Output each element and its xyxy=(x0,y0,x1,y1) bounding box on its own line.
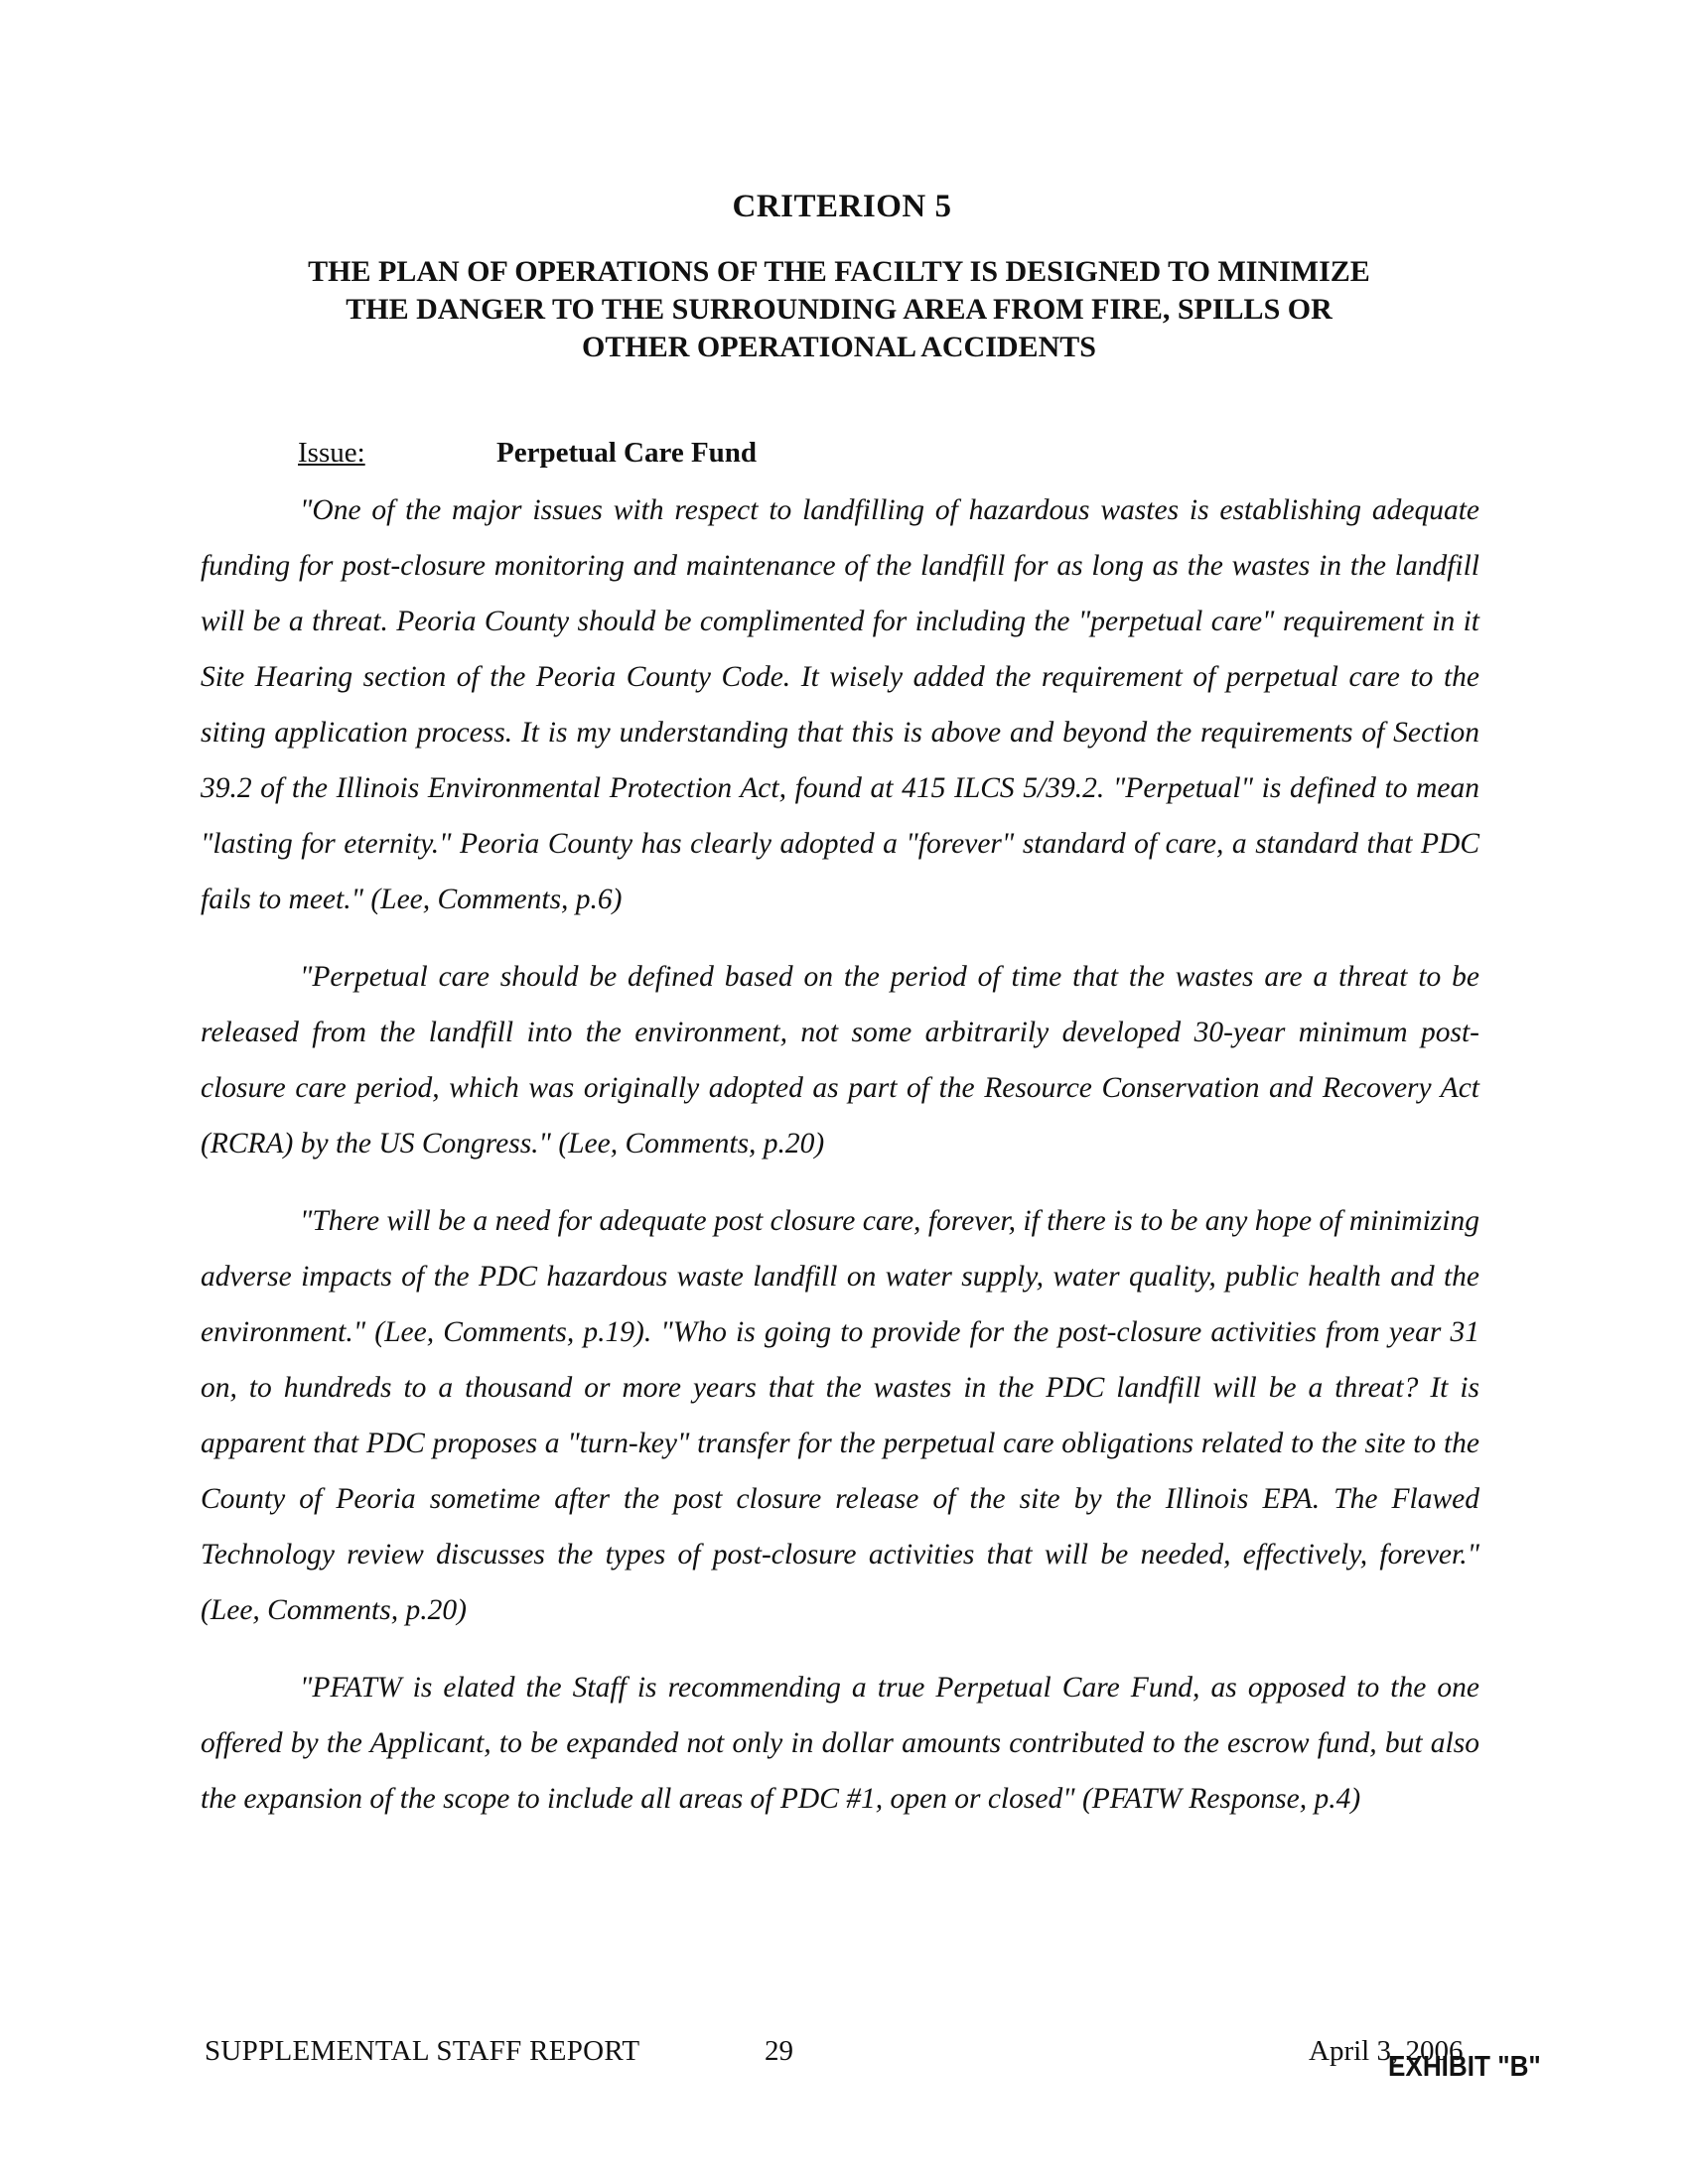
criterion-heading: CRITERION 5 xyxy=(732,189,952,224)
exhibit-stamp: EXHIBIT "B" xyxy=(1388,2051,1541,2083)
criterion-subtitle xyxy=(228,253,1450,366)
quotes-body xyxy=(201,482,1479,1848)
subtitle-line: THE DANGER TO THE SURROUNDING AREA FROM FIRE, SPILLS OR xyxy=(346,293,1333,326)
quote-paragraph: "One of the major issues with respect to landfilling of hazardous wastes is establishing adequate funding for post-closure monitoring and maintenance of the landfill for as long as the wastes in the landfill will be a threat. Peoria County should be complimented for including the "perpetual care" requirement in it Site Hearing section of the Peoria County Code. It wisely added the requirement of perpetual care to the siting application process. It is my understanding that this is above and beyond the requirements of Section 39.2 of the Illinois Environmental Protection Act, found at 415 ILCS 5/39.2. "Perpetual" is defined to mean "lasting for eternity." Peoria County has clearly adopted a "forever" standard of care, a standard that PDC fails to meet." (Lee, Comments, p.6) xyxy=(201,494,1479,915)
quote-paragraph: "There will be a need for adequate post closure care, forever, if there is to be any hope of minimizing adverse impacts of the PDC hazardous waste landfill on water supply, water quality, public health and the environment." (Lee, Comments, p.19). "Who is going to provide for the post-closure activities from year 31 on, to hundreds to a thousand or more years that the wastes in the PDC landfill will be a threat? It is apparent that PDC proposes a "turn-key" transfer for the perpetual care obligations related to the site to the County of Peoria sometime after the post closure release of the site by the Illinois EPA. The Flawed Technology review discusses the types of post-closure activities that will be needed, effectively, forever." (Lee, Comments, p.20) xyxy=(201,1205,1479,1626)
quote-paragraph: "PFATW is elated the Staff is recommending a true Perpetual Care Fund, as opposed to the one offered by the Applicant, to be expanded not only in dollar amounts contributed to the escrow fund, but also the expansion of the scope to include all areas of PDC #1, open or closed" (PFATW Response, p.4) xyxy=(201,1672,1479,1815)
footer-report-name: SUPPLEMENTAL STAFF REPORT xyxy=(205,2035,640,2067)
issue-title: Perpetual Care Fund xyxy=(496,437,758,469)
subtitle-line: THE PLAN OF OPERATIONS OF THE FACILTY IS DESIGNED TO MINIMIZE xyxy=(308,255,1370,288)
subtitle-line: OTHER OPERATIONAL ACCIDENTS xyxy=(582,331,1096,363)
issue-label: Issue: xyxy=(298,437,365,469)
quote-paragraph: "Perpetual care should be defined based on the period of time that the wastes are a threat to be released from the landfill into the environment, not some arbitrarily developed 30-year minimum post-closure care period, which was originally adopted as part of the Resource Conservation and Recovery Act (RCRA) by the US Congress." (Lee, Comments, p.20) xyxy=(201,961,1479,1160)
footer-page-number: 29 xyxy=(765,2035,793,2067)
footer-date: April 3, 2006 xyxy=(1309,2035,1464,2067)
issue-line xyxy=(298,437,757,470)
